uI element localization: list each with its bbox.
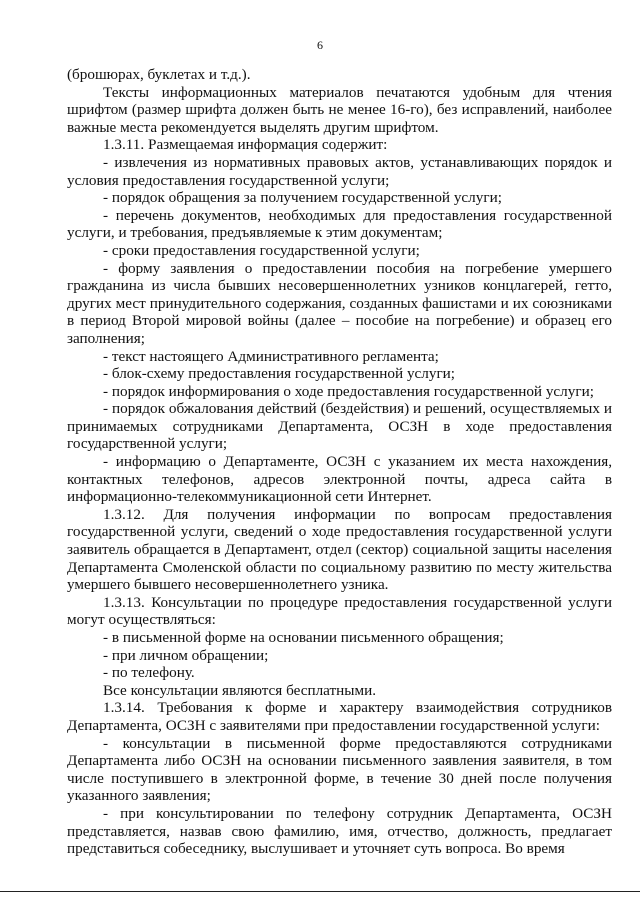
section-paragraph-1-3-12: 1.3.12. Для получения информации по вопросам предоставления государственной услуги, сведений о ходе предоставления государственной услуги заявитель обращается в Департамент, отдел (сектор) социальной защиты населения Департамента Смоленской области по социальному развитию по месту жительства умершего бывшего несовершеннолетнего узника. (67, 505, 612, 594)
list-item: - в письменной форме на основании письменного обращения; (103, 629, 504, 646)
section-heading-1-3-11: 1.3.11. Размещаемая информация содержит: (103, 136, 388, 154)
list-item: - текст настоящего Административного регламента; (103, 347, 439, 365)
list-item: - порядок обращения за получением государственной услуги; (103, 189, 502, 207)
list-item: - при личном обращении; (103, 646, 269, 664)
document-body (67, 66, 612, 858)
paragraph-continuation: (брошюрах, буклетах и т.д.). (67, 66, 251, 83)
paragraph-free-consultations: Все консультации являются бесплатными. (103, 681, 377, 699)
section-paragraph-1-3-14: 1.3.14. Требования к форме и характеру взаимодействия сотрудников Департамента, ОСЗН с заявителями при предоставлении государственной услуги: (67, 699, 612, 734)
list-item: - информацию о Департаменте, ОСЗН с указанием их места нахождения, контактных телефонов, адресов электронной почты, адреса сайта в информационно-телекоммуникационной сети Интернет. (67, 453, 612, 506)
list-item: - порядок информирования о ходе предоставления государственной услуги; (103, 382, 594, 400)
list-item: - сроки предоставления государственной услуги; (103, 241, 420, 259)
list-item: - при консультировании по телефону сотрудник Департамента, ОСЗН представляется, назвав свою фамилию, имя, отчество, должность, предлагает представиться собеседнику, выслушивает и уточняет суть вопроса. Во время (67, 804, 612, 858)
list-item: - блок-схему предоставления государственной услуги; (103, 365, 456, 383)
list-item: - перечень документов, необходимых для предоставления государственной услуги, и требования, предъявляемые к этим документам; (67, 206, 612, 242)
section-paragraph-1-3-13: 1.3.13. Консультации по процедуре предоставления государственной услуги могут осуществляться: (67, 593, 612, 629)
list-item: - извлечения из нормативных правовых актов, устанавливающих порядок и условия предоставления государственной услуги; (67, 153, 612, 189)
bottom-divider (0, 891, 640, 892)
list-item: - по телефону. (103, 664, 195, 682)
list-item: - консультации в письменной форме предоставляются сотрудниками Департамента либо ОСЗН на основании письменного заявления заявителя, в том числе поступившего в электронной форме, в течение 30 дней после получения указанного заявления; (67, 734, 612, 805)
list-item: - порядок обжалования действий (бездействия) и решений, осуществляемых и принимаемых сотрудниками Департамента, ОСЗН в ходе предоставления государственной услуги; (67, 400, 612, 453)
list-item: - форму заявления о предоставлении пособия на погребение умершего гражданина из числа бывших несовершеннолетних узников концлагерей, гетто, других мест принудительного содержания, созданных фашистами и их союзниками в период Второй мировой войны (далее – пособие на погребение) и образец его заполнения; (67, 259, 612, 347)
paragraph-info-materials: Тексты информационных материалов печатаются удобным для чтения шрифтом (размер шрифта должен быть не менее 16-го), без исправлений, наиболее важные места рекомендуется выделять другим шрифтом. (67, 83, 612, 136)
page-number: 6 (317, 38, 323, 52)
